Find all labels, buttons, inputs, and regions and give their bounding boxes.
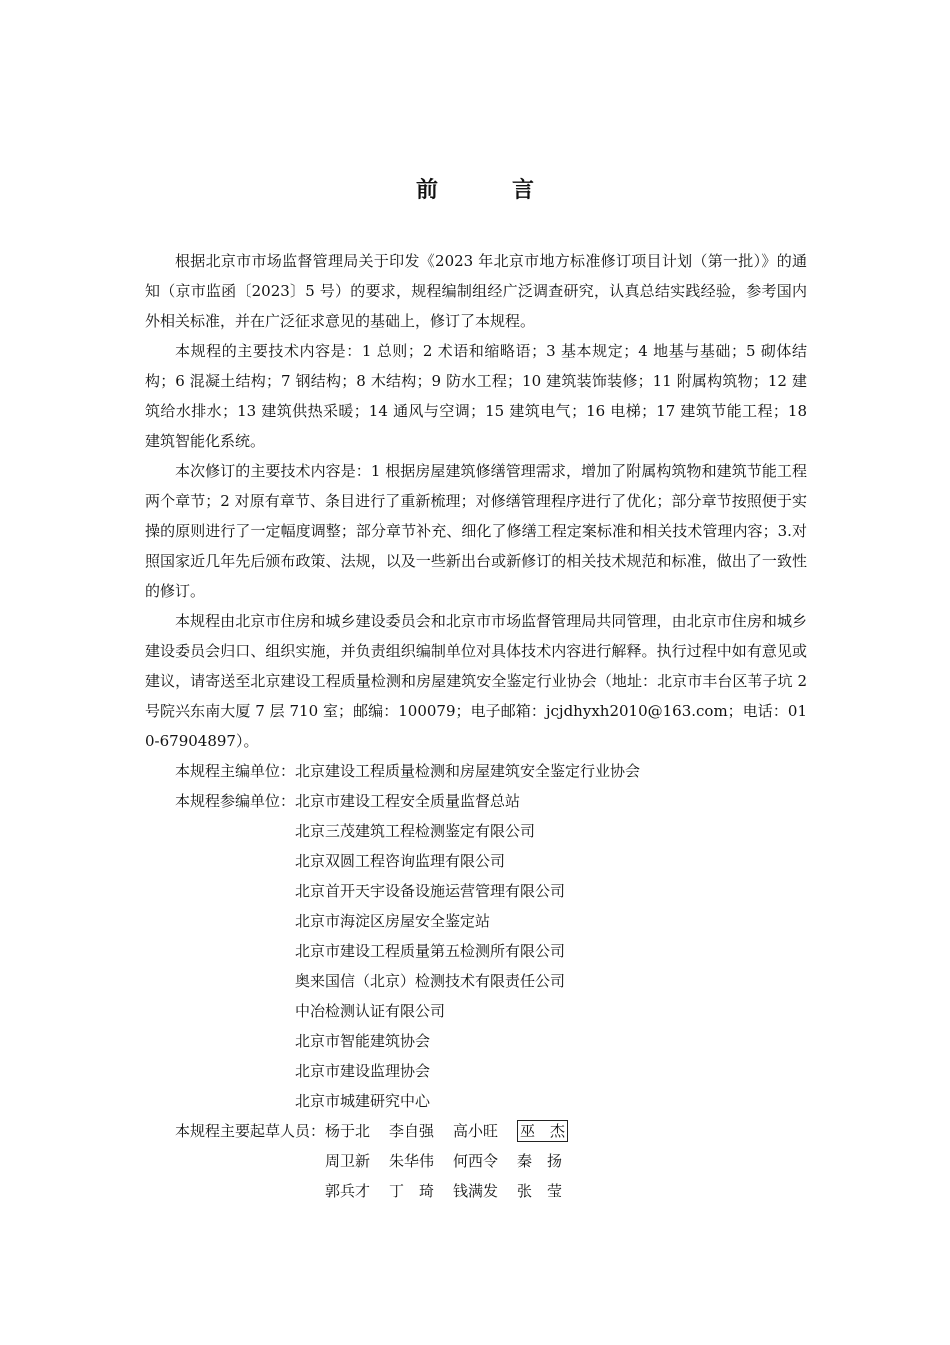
drafter-name: 李自强 [389,1122,435,1140]
paragraph-revision-content: 本次修订的主要技术内容是：1 根据房屋建筑修缮管理需求，增加了附属构筑物和建筑节能工程两个章节；2 对原有章节、条目进行了重新梳理；对修缮管理程序进行了优化；部分章节按照便于实操的原则进行了一定幅度调整；部分章节补充、细化了修缮工程定案标准和相关技术管理内容；3.对照国家近几年先后颁布政策、法规，以及一些新出台或新修订的相关技术规范和标准，做出了一致性的修订。 [145,462,807,600]
paragraph-basis: 根据北京市市场监督管理局关于印发《2023 年北京市地方标准修订项目计划（第一批）》的通知（京市监函〔2023〕5 号）的要求，规程编制组经广泛调查研究，认真总结实践经验，参考国内外相关标准，并在广泛征求意见的基础上，修订了本规程。 [145,252,807,330]
paragraph-management: 本规程由北京市住房和城乡建设委员会和北京市市场监督管理局共同管理，由北京市住房和城乡建设委员会归口、组织实施，并负责组织编制单位对具体技术内容进行解释。执行过程中如有意见或建议，请寄送至北京建设工程质量检测和房屋建筑安全鉴定行业协会（地址：北京市丰台区苇子坑 2 号院兴东南大厦 7 层 710 室；邮编：100079；电子邮箱：jcjdhyxh2010@163.com；电话：010-67904897）。 [145,612,807,750]
drafters-section [145,1116,807,1206]
chief-editor-unit: 北京建设工程质量检测和房屋建筑安全鉴定行业协会 [295,762,641,780]
document-body [145,246,807,1206]
drafters-grid [325,1116,581,1206]
participant-unit: 北京市建设工程质量第五检测所有限公司 [295,942,566,960]
participant-unit: 北京市建设监理协会 [295,1062,431,1080]
participants-section [145,786,807,1116]
participant-unit: 北京市城建研究中心 [295,1092,431,1110]
drafter-name: 高小旺 [453,1122,499,1140]
drafter-name: 钱满发 [453,1182,499,1200]
paragraph-main-content: 本规程的主要技术内容是：1 总则；2 术语和缩略语；3 基本规定；4 地基与基础；5 砌体结构；6 混凝土结构；7 钢结构；8 木结构；9 防水工程；10 建筑装饰装修；11 附属构筑物；12 建筑给水排水；13 建筑供热采暖；14 通风与空调；15 建筑电气；16 电梯；17 建筑节能工程；18 建筑智能化系统。 [145,342,807,450]
participant-unit: 北京双圆工程咨询监理有限公司 [295,852,506,870]
page-title: 前 言 [415,178,560,203]
participants-list [295,786,565,1116]
participant-unit: 北京市建设工程安全质量监督总站 [295,792,521,810]
drafter-name: 朱华伟 [389,1152,435,1170]
drafter-name: 张 莹 [517,1182,563,1200]
drafter-name: 郭兵才 [325,1182,371,1200]
participant-unit: 北京三茂建筑工程检测鉴定有限公司 [295,822,536,840]
chief-editor-row [145,756,807,786]
participant-unit: 中冶检测认证有限公司 [295,1002,446,1020]
drafter-name: 周卫新 [325,1152,371,1170]
chief-editor-label: 本规程主编单位： [175,762,296,780]
drafter-name-boxed: 巫 杰 [517,1120,568,1142]
drafter-name: 何西令 [453,1152,499,1170]
participants-label: 本规程参编单位： [175,792,296,810]
participant-unit: 北京市智能建筑协会 [295,1032,431,1050]
drafter-name: 丁 琦 [389,1182,435,1200]
drafter-name: 杨于北 [325,1122,371,1140]
participant-unit: 北京市海淀区房屋安全鉴定站 [295,912,491,930]
participant-unit: 北京首开天宇设备设施运营管理有限公司 [295,882,566,900]
drafter-name: 秦 扬 [517,1152,563,1170]
participant-unit: 奥来国信（北京）检测技术有限责任公司 [295,972,566,990]
drafters-label: 本规程主要起草人员： [175,1122,326,1140]
